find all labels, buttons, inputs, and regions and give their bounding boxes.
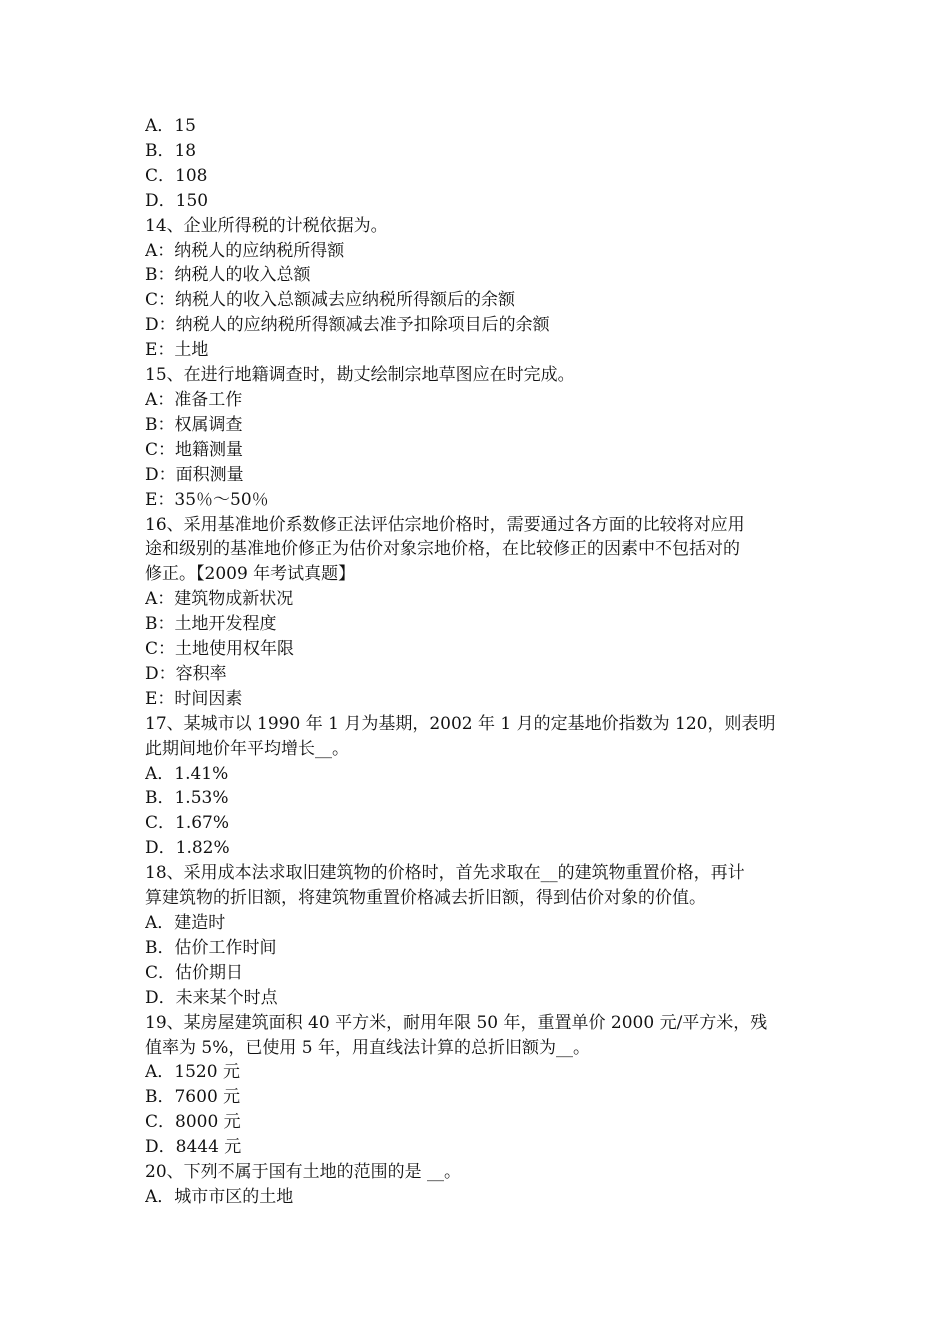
option-a: A：建筑物成新状况 bbox=[145, 589, 294, 610]
question-17-line-2: 此期间地价年平均增长__。 bbox=[145, 738, 349, 759]
document-body bbox=[145, 114, 810, 1210]
option-c: C：地籍测量 bbox=[145, 439, 244, 460]
option-b: B：纳税人的收入总额 bbox=[145, 265, 311, 286]
option-a: A．城市市区的土地 bbox=[145, 1186, 294, 1207]
option-b: B．7600 元 bbox=[145, 1087, 241, 1108]
option-b: B．1.53% bbox=[145, 788, 229, 809]
option-d: D．150 bbox=[145, 190, 209, 211]
question-17-line-1: 17、某城市以 1990 年 1 月为基期，2002 年 1 月的定基地价指数为 120，则表明 bbox=[145, 713, 776, 734]
option-a: A．15 bbox=[145, 116, 196, 136]
question-14: 14、企业所得税的计税依据为。 bbox=[145, 215, 388, 236]
option-c: C．8000 元 bbox=[145, 1112, 241, 1133]
option-c: C：纳税人的收入总额减去应纳税所得额后的余额 bbox=[145, 290, 516, 311]
option-a: A．1520 元 bbox=[145, 1062, 240, 1083]
option-e: E：时间因素 bbox=[145, 688, 243, 709]
option-a: A．建造时 bbox=[145, 913, 226, 933]
option-a: A：纳税人的应纳税所得额 bbox=[145, 240, 345, 261]
option-a: A：准备工作 bbox=[145, 389, 243, 410]
option-c: C．估价期日 bbox=[145, 962, 244, 983]
option-b: B．18 bbox=[145, 140, 197, 161]
option-b: B：土地开发程度 bbox=[145, 614, 277, 635]
option-d: D．8444 元 bbox=[145, 1137, 242, 1158]
option-d: D：容积率 bbox=[145, 663, 227, 684]
question-18-line-2: 算建筑物的折旧额，将建筑物重置价格减去折旧额，得到估价对象的价值。 bbox=[145, 888, 706, 909]
option-b: B：权属调查 bbox=[145, 414, 243, 435]
option-d: D．未来某个时点 bbox=[145, 987, 278, 1008]
option-d: D：面积测量 bbox=[145, 464, 244, 485]
question-15: 15、在进行地籍调查时，勘丈绘制宗地草图应在时完成。 bbox=[145, 365, 575, 386]
option-a: A．1.41% bbox=[145, 763, 229, 784]
question-16-line-1: 16、采用基准地价系数修正法评估宗地价格时，需要通过各方面的比较将对应用 bbox=[145, 514, 745, 535]
option-d: D：纳税人的应纳税所得额减去准予扣除项目后的余额 bbox=[145, 315, 550, 336]
question-19-line-2: 值率为 5%，已使用 5 年，用直线法计算的总折旧额为__。 bbox=[145, 1037, 590, 1058]
option-c: C．1.67% bbox=[145, 813, 230, 834]
question-20: 20、下列不属于国有土地的范围的是 __。 bbox=[145, 1162, 462, 1183]
option-b: B．估价工作时间 bbox=[145, 937, 277, 958]
option-e: E：土地 bbox=[145, 340, 209, 361]
option-d: D．1.82% bbox=[145, 838, 230, 859]
option-c: C：土地使用权年限 bbox=[145, 639, 295, 660]
question-16-line-2: 途和级别的基准地价修正为估价对象宗地价格，在比较修正的因素中不包括对的 bbox=[145, 539, 740, 560]
option-c: C．108 bbox=[145, 165, 208, 186]
option-e: E：35％～50％ bbox=[145, 489, 269, 510]
question-18-line-1: 18、采用成本法求取旧建筑物的价格时，首先求取在__的建筑物重置价格，再计 bbox=[145, 863, 745, 884]
question-19-line-1: 19、某房屋建筑面积 40 平方米，耐用年限 50 年，重置单价 2000 元/平方米，残 bbox=[145, 1012, 768, 1033]
question-16-line-3: 修正。【2009 年考试真题】 bbox=[145, 564, 356, 585]
